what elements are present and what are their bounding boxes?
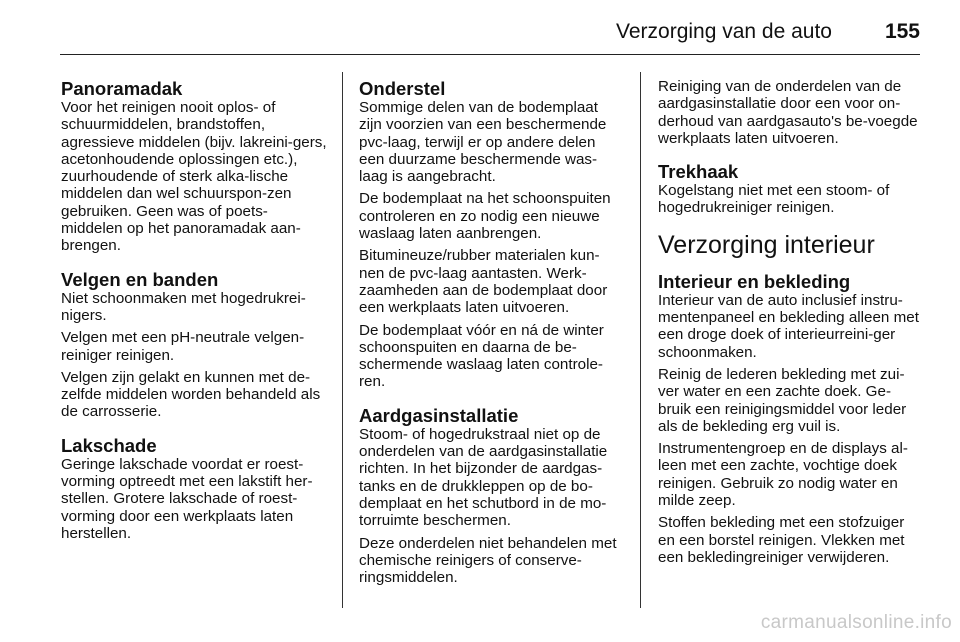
heading-lakschade: Lakschade: [61, 434, 157, 456]
heading-aardgasinstallatie: Aardgasinstallatie: [359, 404, 519, 426]
section-aardgas-continued: [658, 78, 922, 147]
section-interieur-en-bekleding: [658, 271, 922, 566]
column-1: [61, 78, 329, 556]
paragraph: Geringe lakschade voordat er roest-vorming optreedt met een lakstift her-stellen. Grotere lakschade of roest-vorming door een werkplaats laten herstellen.: [61, 455, 313, 542]
paragraph: Voor het reinigen nooit oplos- of schuurmiddelen, brandstoffen, agressieve middelen (bijv. lakreini-gers, acetonhoudende oplossingen etc.), zuurhoudende of sterk alka-lische middelen dan wel schuurspon-zen gebruiken. Geen was of poets-middelen op het panoramadak aan-brengen.: [61, 99, 327, 255]
heading-interieur-en-bekleding: Interieur en bekleding: [658, 270, 851, 292]
column-2: [359, 78, 623, 600]
paragraph: Instrumentengroep en de displays al-leen met een zachte, vochtige doek reinigen. Gebruik zo nodig water en milde zeep.: [658, 440, 908, 510]
page-number: 155: [884, 20, 920, 43]
chapter-heading-verzorging-interieur: Verzorging interieur: [658, 230, 875, 259]
paragraph: Niet schoonmaken met hogedrukrei-nigers.: [61, 289, 306, 324]
paragraph: Deze onderdelen niet behandelen met chemische reinigers of conserve-ringsmiddelen.: [359, 534, 617, 587]
heading-onderstel: Onderstel: [359, 78, 446, 99]
heading-panoramadak: Panoramadak: [61, 78, 183, 99]
paragraph: Bitumineuze/rubber materialen kun-nen de pvc-laag aantasten. Werk-zaamheden aan de bodemplaat door een werkplaats laten uitvoeren.: [359, 247, 608, 317]
section-onderstel: [359, 78, 623, 391]
column-3: [658, 78, 922, 580]
section-lakschade: [61, 435, 329, 542]
heading-velgen-en-banden: Velgen en banden: [61, 268, 219, 290]
paragraph: Reinig de lederen bekleding met zui-ver water en een zachte doek. Ge-bruik een reinigingsmiddel voor leder als de bekleding erg vuil is.: [658, 365, 907, 435]
paragraph: Velgen zijn gelakt en kunnen met de-zelfde middelen worden behandeld als de carrosserie.: [61, 368, 321, 421]
section-velgen-en-banden: [61, 269, 329, 421]
paragraph: De bodemplaat na het schoonspuiten controleren en zo nodig een nieuwe waslaag laten aanbrengen.: [359, 190, 611, 243]
section-trekhaak: [658, 161, 922, 217]
section-aardgasinstallatie: [359, 405, 623, 587]
chapter-title: Verzorging van de auto: [616, 20, 832, 43]
column-divider-2: [640, 72, 641, 608]
paragraph: Interieur van de auto inclusief instru-mentenpaneel en bekleding alleen met een droge doek of interieurreini-ger schoonmaken.: [658, 291, 919, 361]
watermark: carmanualsonline.info: [760, 612, 952, 633]
paragraph: De bodemplaat vóór en ná de winter schoonspuiten en daarna de be-schermende waslaag laten controle-ren.: [359, 321, 604, 391]
paragraph: Reiniging van de onderdelen van de aardgasinstallatie door een voor on-derhoud van aardgasauto's be-voegde werkplaats laten uitvoeren.: [658, 78, 918, 147]
paragraph: Stoom- of hogedrukstraal niet op de onderdelen van de aardgasinstallatie richten. In het bijzonder de aardgas-tanks en de drukkleppen op de bo-demplaat en het schutbord in de mo-torruimte beschermen.: [359, 425, 608, 530]
section-panoramadak: [61, 78, 329, 255]
paragraph: Velgen met een pH-neutrale velgen-reiniger reinigen.: [61, 329, 305, 364]
paragraph: Sommige delen van de bodemplaat zijn voorzien van een beschermende pvc-laag, terwijl er op andere delen een duurzame beschermende was-laag is aangebracht.: [359, 99, 607, 186]
page-header: [60, 12, 920, 55]
paragraph: Stoffen bekleding met een stofzuiger en een borstel reinigen. Vlekken met een bekledingreiniger verwijderen.: [658, 514, 905, 566]
heading-trekhaak: Trekhaak: [658, 161, 739, 183]
column-divider-1: [342, 72, 343, 608]
paragraph: Kogelstang niet met een stoom- of hogedrukreiniger reinigen.: [658, 182, 890, 217]
